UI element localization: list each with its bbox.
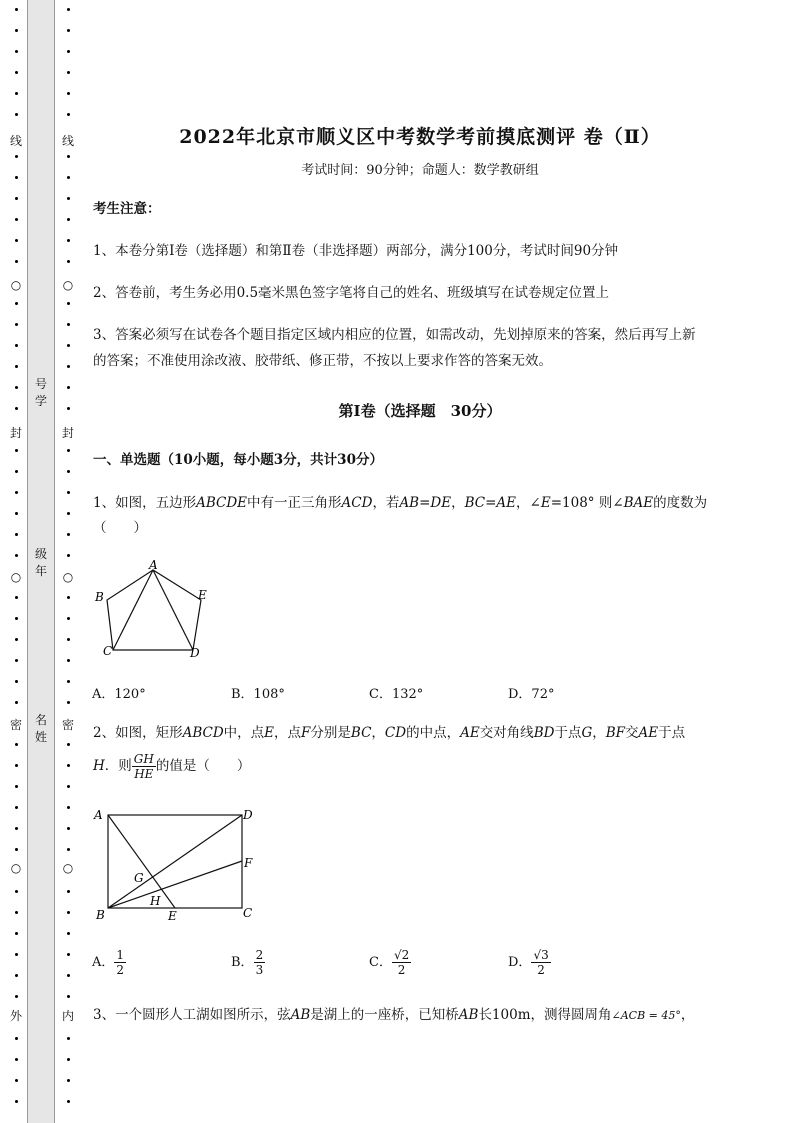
question-1-option-c[interactable]: C．132° [369, 687, 424, 702]
binding-dot [15, 596, 18, 599]
part-heading: 一、单选题（10小题，每小题3分，共计30分） [93, 452, 383, 468]
binding-dot [67, 1058, 70, 1061]
binding-dot [67, 491, 70, 494]
binding-dot [67, 323, 70, 326]
name-field-label: 名姓 [34, 713, 47, 744]
left-mark-circle-3: ○ [10, 861, 22, 875]
binding-dot [15, 92, 18, 95]
segment-bf [108, 861, 242, 908]
binding-dot [15, 638, 18, 641]
question-1-option-a[interactable]: A．120° [92, 687, 146, 702]
binding-dot [67, 890, 70, 893]
binding-dot [15, 764, 18, 767]
question-1-option-d[interactable]: D．72° [508, 687, 555, 702]
question-2-option-b[interactable]: B． $\frac{2}{3}$ [231, 948, 264, 977]
binding-dot [67, 953, 70, 956]
binding-dot [67, 848, 70, 851]
binding-dot [15, 302, 18, 305]
binding-dot [67, 1100, 70, 1103]
question-2-option-d[interactable]: D． $\frac{√3}{2}$ [508, 948, 549, 977]
binding-dot [67, 365, 70, 368]
rect-label-e: E [168, 909, 177, 923]
binding-dot [67, 701, 70, 704]
notice-item-3-line-1: 3、答案必须写在试卷各个题目指定区域内相应的位置，如需改动，先划掉原来的答案，然后再写上新 [93, 327, 696, 343]
binding-dot [15, 239, 18, 242]
pentagon-label-d: D [190, 646, 200, 660]
binding-dot [15, 1037, 18, 1040]
binding-dot [15, 29, 18, 32]
binding-dot [15, 827, 18, 830]
binding-dot [15, 197, 18, 200]
class-field-label: 级年 [34, 547, 47, 578]
left-binding-line [10, 0, 22, 1123]
student-id-field-label: 号学 [34, 377, 47, 408]
right-mark-nei: 内 [61, 1009, 74, 1023]
notice-item-3-line-2: 的答案；不准使用涂改液、胶带纸、修正带，不按以上要求作答的答案无效。 [93, 353, 552, 369]
binding-dot [67, 155, 70, 158]
binding-dot [67, 974, 70, 977]
binding-dot [15, 848, 18, 851]
rect-label-c: C [243, 906, 253, 920]
binding-dot [67, 176, 70, 179]
right-mark-circle-3: ○ [62, 861, 74, 875]
binding-dot [15, 176, 18, 179]
binding-dot [67, 344, 70, 347]
binding-dot [15, 932, 18, 935]
binding-dot [15, 806, 18, 809]
binding-dot [15, 512, 18, 515]
binding-dot [67, 92, 70, 95]
binding-dot [15, 365, 18, 368]
binding-dot [15, 407, 18, 410]
right-mark-circle-2: ○ [62, 570, 74, 584]
binding-dot [15, 785, 18, 788]
right-mark-mi: 密 [61, 718, 74, 732]
question-2-stem-line-2: H．则 $\frac{GH}{HE}$ 的值是（ ） [93, 752, 251, 781]
question-2-stem: 2、如图，矩形ABCD中，点E，点F分别是BC，CD的中点，AE交对角线BD于点G，BF交AE于点 [93, 725, 686, 741]
question-1-stem: 1、如图，五边形ABCDE中有一正三角形ACD，若AB=DE，BC=AE，∠E=108° 则∠BAE的度数为 [93, 495, 708, 511]
left-mark-mi: 密 [9, 718, 22, 732]
binding-dot [67, 71, 70, 74]
question-2-option-c[interactable]: C． $\frac{√2}{2}$ [369, 948, 410, 977]
notice-item-2: 2、答卷前，考生务必用0.5毫米黑色签字笔将自己的姓名、班级填写在试卷规定位置上 [93, 285, 610, 301]
binding-dot [67, 785, 70, 788]
binding-dot [67, 743, 70, 746]
binding-dot [15, 554, 18, 557]
binding-dot [15, 344, 18, 347]
notice-item-1: 1、本卷分第I卷（选择题）和第Ⅱ卷（非选择题）两部分，满分100分，考试时间90分钟 [93, 243, 619, 259]
left-mark-wai: 外 [9, 1009, 22, 1023]
binding-dot [15, 449, 18, 452]
binding-dot [67, 995, 70, 998]
binding-dot [67, 911, 70, 914]
binding-dot [67, 50, 70, 53]
exam-subtitle: 考试时间：90分钟；命题人：数学教研组 [301, 163, 539, 178]
binding-dot [67, 827, 70, 830]
binding-dot [67, 932, 70, 935]
binding-dot [15, 995, 18, 998]
binding-dot [15, 974, 18, 977]
pentagon-label-c: C [103, 644, 113, 658]
binding-dot [67, 533, 70, 536]
binding-dot [15, 701, 18, 704]
question-2-option-a[interactable]: A． $\frac{1}{2}$ [92, 948, 125, 977]
pentagon-label-b: B [95, 590, 104, 604]
right-mark-circle-1: ○ [62, 278, 74, 292]
binding-dot [15, 911, 18, 914]
ratio-gh-he: $\frac{GH}{HE}$ [133, 752, 154, 781]
rect-label-a: A [94, 808, 103, 822]
binding-dot [15, 50, 18, 53]
binding-dot [15, 260, 18, 263]
pentagon-label-a: A [149, 558, 158, 572]
binding-dot [15, 533, 18, 536]
binding-dot [67, 1037, 70, 1040]
rect-label-b: B [96, 908, 105, 922]
binding-dot [15, 470, 18, 473]
right-mark-xian: 线 [61, 134, 74, 148]
binding-dot [15, 113, 18, 116]
section-title: 第Ⅰ卷（选择题 30分） [338, 402, 502, 420]
binding-dot [67, 239, 70, 242]
rectangle-figure [90, 805, 265, 923]
diagonal-bd [108, 815, 242, 908]
binding-dot [15, 8, 18, 11]
binding-dot [67, 470, 70, 473]
binding-dot [67, 659, 70, 662]
right-binding-line [62, 0, 74, 1123]
binding-dot [67, 596, 70, 599]
binding-dot [67, 638, 70, 641]
rect-label-h: H [150, 894, 161, 908]
binding-dot [67, 8, 70, 11]
binding-dot [67, 386, 70, 389]
binding-dot [15, 953, 18, 956]
binding-dot [67, 407, 70, 410]
triangle-side-ac [113, 570, 153, 650]
binding-dot [15, 743, 18, 746]
binding-dot [67, 260, 70, 263]
rect-label-f: F [244, 856, 253, 870]
binding-dot [15, 890, 18, 893]
binding-dot [67, 512, 70, 515]
binding-dot [15, 617, 18, 620]
binding-dot [15, 680, 18, 683]
binding-dot [15, 155, 18, 158]
left-mark-feng: 封 [9, 426, 22, 440]
right-dots [62, 0, 74, 1123]
binding-dot [15, 323, 18, 326]
binding-dot [67, 449, 70, 452]
left-dots [10, 0, 22, 1123]
rect-label-g: G [134, 871, 144, 885]
exam-title: 2022年北京市顺义区中考数学考前摸底测评 卷（Ⅱ） [179, 126, 661, 148]
segment-ae [108, 815, 175, 908]
pentagon-figure [90, 558, 220, 662]
left-mark-xian: 线 [9, 134, 22, 148]
binding-dot [67, 806, 70, 809]
notice-heading: 考生注意： [93, 201, 161, 217]
left-mark-circle-2: ○ [10, 570, 22, 584]
binding-dot [15, 659, 18, 662]
binding-dot [67, 29, 70, 32]
binding-dot [15, 218, 18, 221]
binding-dot [67, 218, 70, 221]
rect-label-d: D [243, 808, 253, 822]
binding-dot [15, 1058, 18, 1061]
binding-dot [15, 71, 18, 74]
binding-dot [15, 1079, 18, 1082]
binding-dot [67, 764, 70, 767]
binding-dot [67, 680, 70, 683]
question-1-option-b[interactable]: B．108° [231, 687, 285, 702]
binding-dot [67, 1079, 70, 1082]
binding-dot [67, 197, 70, 200]
question-3-stem: 3、一个圆形人工湖如图所示，弦AB是湖上的一座桥，已知桥AB长100m，测得圆周角∠ACB = 45°， [93, 1007, 695, 1023]
left-mark-circle-1: ○ [10, 278, 22, 292]
binding-dot [67, 617, 70, 620]
question-1-paren: （ ） [93, 520, 147, 536]
binding-dot [15, 1100, 18, 1103]
binding-dot [67, 302, 70, 305]
binding-dot [15, 491, 18, 494]
binding-dot [67, 113, 70, 116]
pentagon-label-e: E [198, 588, 207, 602]
binding-dot [15, 386, 18, 389]
right-mark-feng: 封 [61, 426, 74, 440]
binding-dot [67, 554, 70, 557]
